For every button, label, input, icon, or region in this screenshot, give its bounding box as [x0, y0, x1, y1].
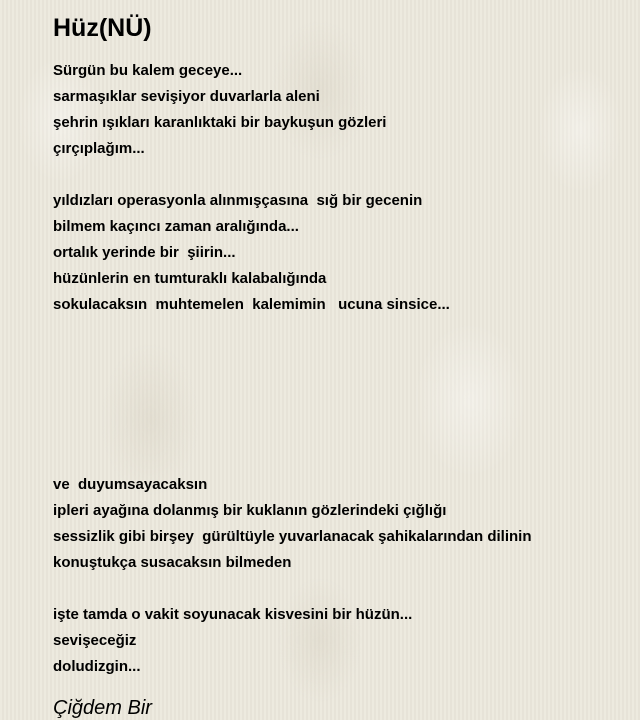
poem-line: işte tamda o vakit soyunacak kisvesini bir hüzün...: [53, 606, 413, 623]
poem-line: hüzünlerin en tumturaklı kalabalığında: [53, 270, 327, 287]
stanza-4: [53, 602, 623, 680]
poem-line: yıldızları operasyonla alınmışçasına sığ bir gecenin: [53, 192, 423, 209]
poem-line: çırçıplağım...: [53, 140, 145, 157]
poem-line: sokulacaksın muhtemelen kalemimin ucuna sinsice...: [53, 296, 450, 313]
poem-title: Hüz(NÜ): [53, 14, 152, 42]
poem-line: şehrin ışıkları karanlıktaki bir baykuşun gözleri: [53, 114, 387, 131]
poem: [53, 12, 623, 720]
poem-line: Sürgün bu kalem geceye...: [53, 62, 243, 79]
poem-line: doludizgin...: [53, 658, 141, 675]
stanza-3: [53, 472, 623, 576]
poem-line: konuştukça susacaksın bilmeden: [53, 554, 292, 571]
stanza-2: [53, 188, 623, 318]
poem-line: sevişeceğiz: [53, 632, 137, 649]
poem-line: ortalık yerinde bir şiirin...: [53, 244, 236, 261]
poem-line: sessizlik gibi birşey gürültüyle yuvarlanacak şahikalarından dilinin: [53, 528, 532, 545]
stanza-spacer: [53, 344, 623, 472]
poem-line: sarmaşıklar sevişiyor duvarlarla aleni: [53, 88, 320, 105]
poem-line: bilmem kaçıncı zaman aralığında...: [53, 218, 299, 235]
poem-line: ipleri ayağına dolanmış bir kuklanın gözlerindeki çığlığı: [53, 502, 447, 519]
poem-author: Çiğdem Bir: [53, 697, 152, 719]
poem-line: ve duyumsayacaksın: [53, 476, 208, 493]
stanza-1: [53, 58, 623, 162]
